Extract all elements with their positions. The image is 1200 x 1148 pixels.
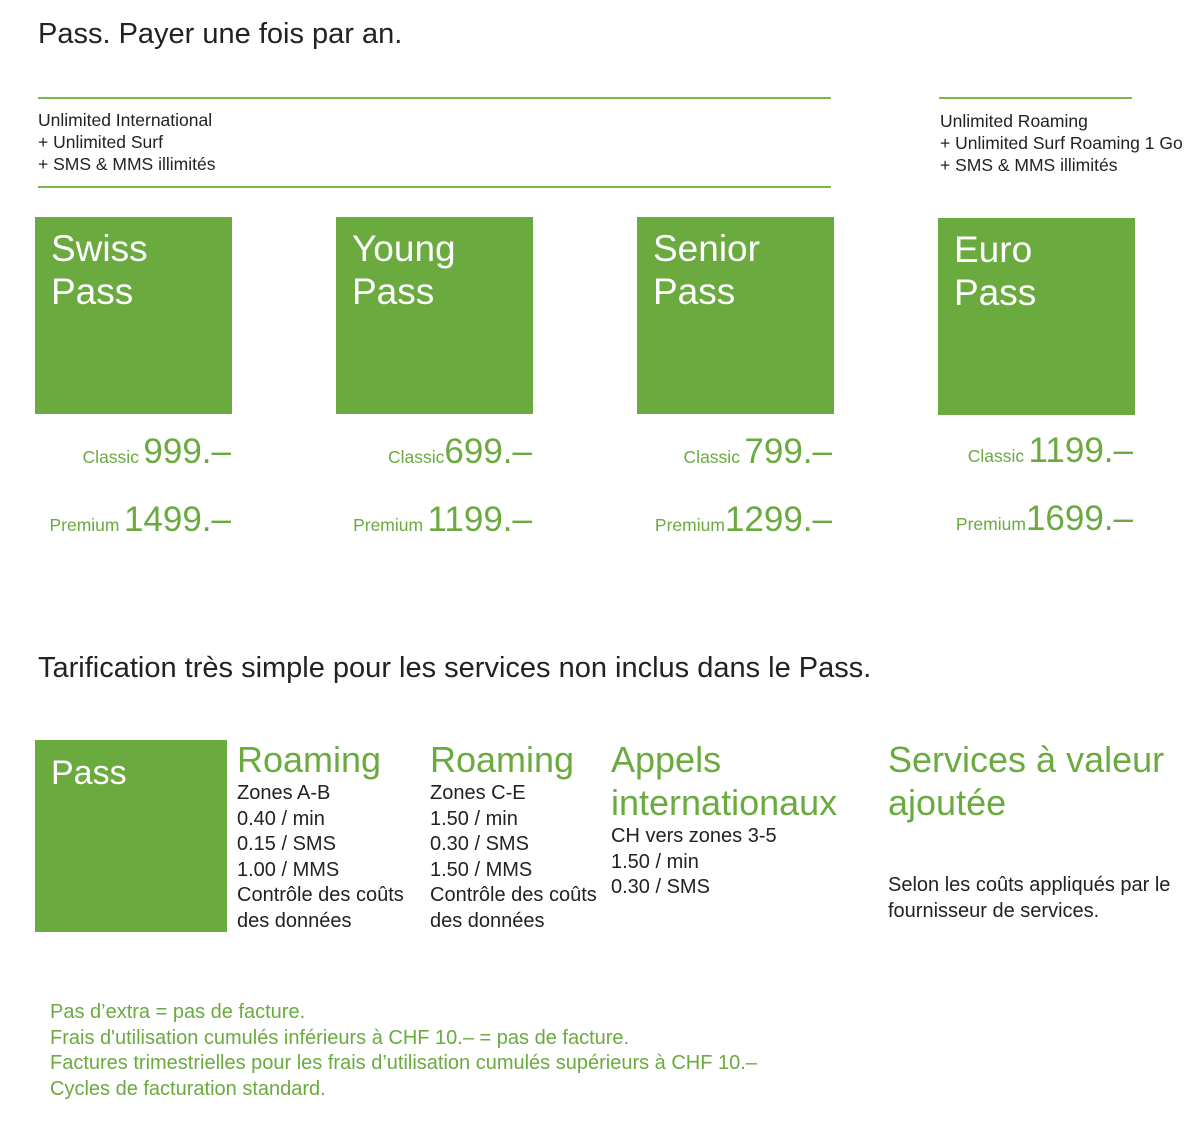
service-international-calls	[611, 738, 837, 901]
feature-line: Unlimited International	[38, 110, 213, 130]
pass-name: Senior Pass	[653, 228, 760, 312]
divider	[38, 186, 831, 188]
service-line: Contrôle des coûts	[430, 884, 597, 906]
price-value: 1299.–	[724, 500, 832, 539]
premium-price-senior	[655, 500, 832, 540]
service-line: 1.50 / min	[611, 850, 699, 873]
feature-line: + Unlimited Surf	[38, 132, 163, 152]
service-line: Zones C-E	[430, 782, 526, 804]
service-value-added	[888, 738, 1164, 824]
service-line: 0.40 / min	[237, 807, 325, 830]
pass-tile-senior[interactable]	[637, 217, 834, 414]
service-line: 1.50 / min	[430, 807, 518, 830]
service-line: des données	[237, 909, 352, 932]
footer-notes	[50, 1000, 757, 1102]
pass-name: Swiss Pass	[51, 228, 148, 312]
feature-line: + SMS & MMS illimités	[38, 154, 216, 174]
classic-price-senior	[684, 432, 832, 472]
service-value-added-text	[888, 873, 1170, 924]
feature-line: + SMS & MMS illimités	[940, 155, 1118, 175]
classic-price-swiss	[83, 432, 231, 472]
premium-price-young	[353, 500, 532, 540]
price-label: Classic	[388, 447, 445, 467]
price-label: Classic	[82, 447, 139, 467]
service-line: Selon les coûts appliqués par le	[888, 874, 1171, 896]
price-value: 1499.–	[123, 500, 231, 539]
service-title: Services à valeur	[888, 739, 1165, 780]
service-line: fournisseur de services.	[888, 899, 1100, 922]
price-label: Premium	[654, 515, 725, 535]
pass-name: Euro Pass	[954, 229, 1037, 313]
premium-price-euro	[956, 499, 1133, 539]
pass-box-label: Pass	[51, 754, 127, 792]
feature-line: + Unlimited Surf Roaming 1 Go	[940, 133, 1183, 153]
premium-price-swiss	[49, 500, 231, 540]
price-label: Premium	[49, 515, 120, 535]
service-line: Zones A-B	[237, 782, 331, 804]
pass-box	[35, 740, 227, 932]
service-line: des données	[430, 909, 545, 932]
group-international-features	[38, 109, 215, 175]
price-value: 999.–	[143, 432, 231, 471]
price-label: Premium	[353, 515, 424, 535]
divider	[939, 97, 1132, 99]
price-value: 699.–	[444, 432, 532, 471]
price-value: 1199.–	[427, 500, 532, 539]
footer-line: Cycles de facturation standard.	[50, 1077, 326, 1100]
service-line: 0.30 / SMS	[611, 876, 710, 898]
service-title: Roaming	[430, 739, 575, 780]
page-title: Pass. Payer une fois par an.	[38, 18, 403, 50]
group-roaming-features	[940, 110, 1183, 176]
service-title: ajoutée	[888, 782, 1007, 823]
service-line: Contrôle des coûts	[237, 884, 404, 906]
price-label: Premium	[955, 514, 1026, 534]
footer-line: Factures trimestrielles pour les frais d’utilisation cumulés supérieurs à CHF 10.–	[50, 1052, 757, 1074]
price-value: 799.–	[744, 432, 832, 471]
footer-line: Frais d'utilisation cumulés inférieurs à CHF 10.– = pas de facture.	[50, 1026, 630, 1049]
price-label: Classic	[967, 446, 1025, 466]
classic-price-young	[388, 432, 532, 472]
service-line: 0.30 / SMS	[430, 833, 529, 855]
service-roaming-a-b	[237, 738, 404, 934]
price-value: 1199.–	[1028, 431, 1133, 470]
service-line: 1.00 / MMS	[237, 858, 340, 881]
service-line: CH vers zones 3-5	[611, 825, 777, 847]
service-title: Appels	[611, 739, 722, 780]
service-roaming-c-e	[430, 738, 597, 934]
service-line: 0.15 / SMS	[237, 833, 336, 855]
pass-tile-swiss[interactable]	[35, 217, 232, 414]
section-title: Tarification très simple pour les services non inclus dans le Pass.	[38, 652, 872, 684]
footer-line: Pas d’extra = pas de facture.	[50, 1001, 306, 1023]
price-label: Classic	[683, 447, 740, 467]
classic-price-euro	[968, 431, 1133, 471]
divider	[38, 97, 831, 99]
service-title: Roaming	[237, 739, 382, 780]
price-value: 1699.–	[1025, 499, 1133, 538]
pass-name: Young Pass	[352, 228, 456, 312]
feature-line: Unlimited Roaming	[940, 111, 1088, 131]
service-line: 1.50 / MMS	[430, 858, 533, 881]
pass-tile-euro[interactable]	[938, 218, 1135, 415]
service-title: internationaux	[611, 782, 838, 823]
pass-tile-young[interactable]	[336, 217, 533, 414]
